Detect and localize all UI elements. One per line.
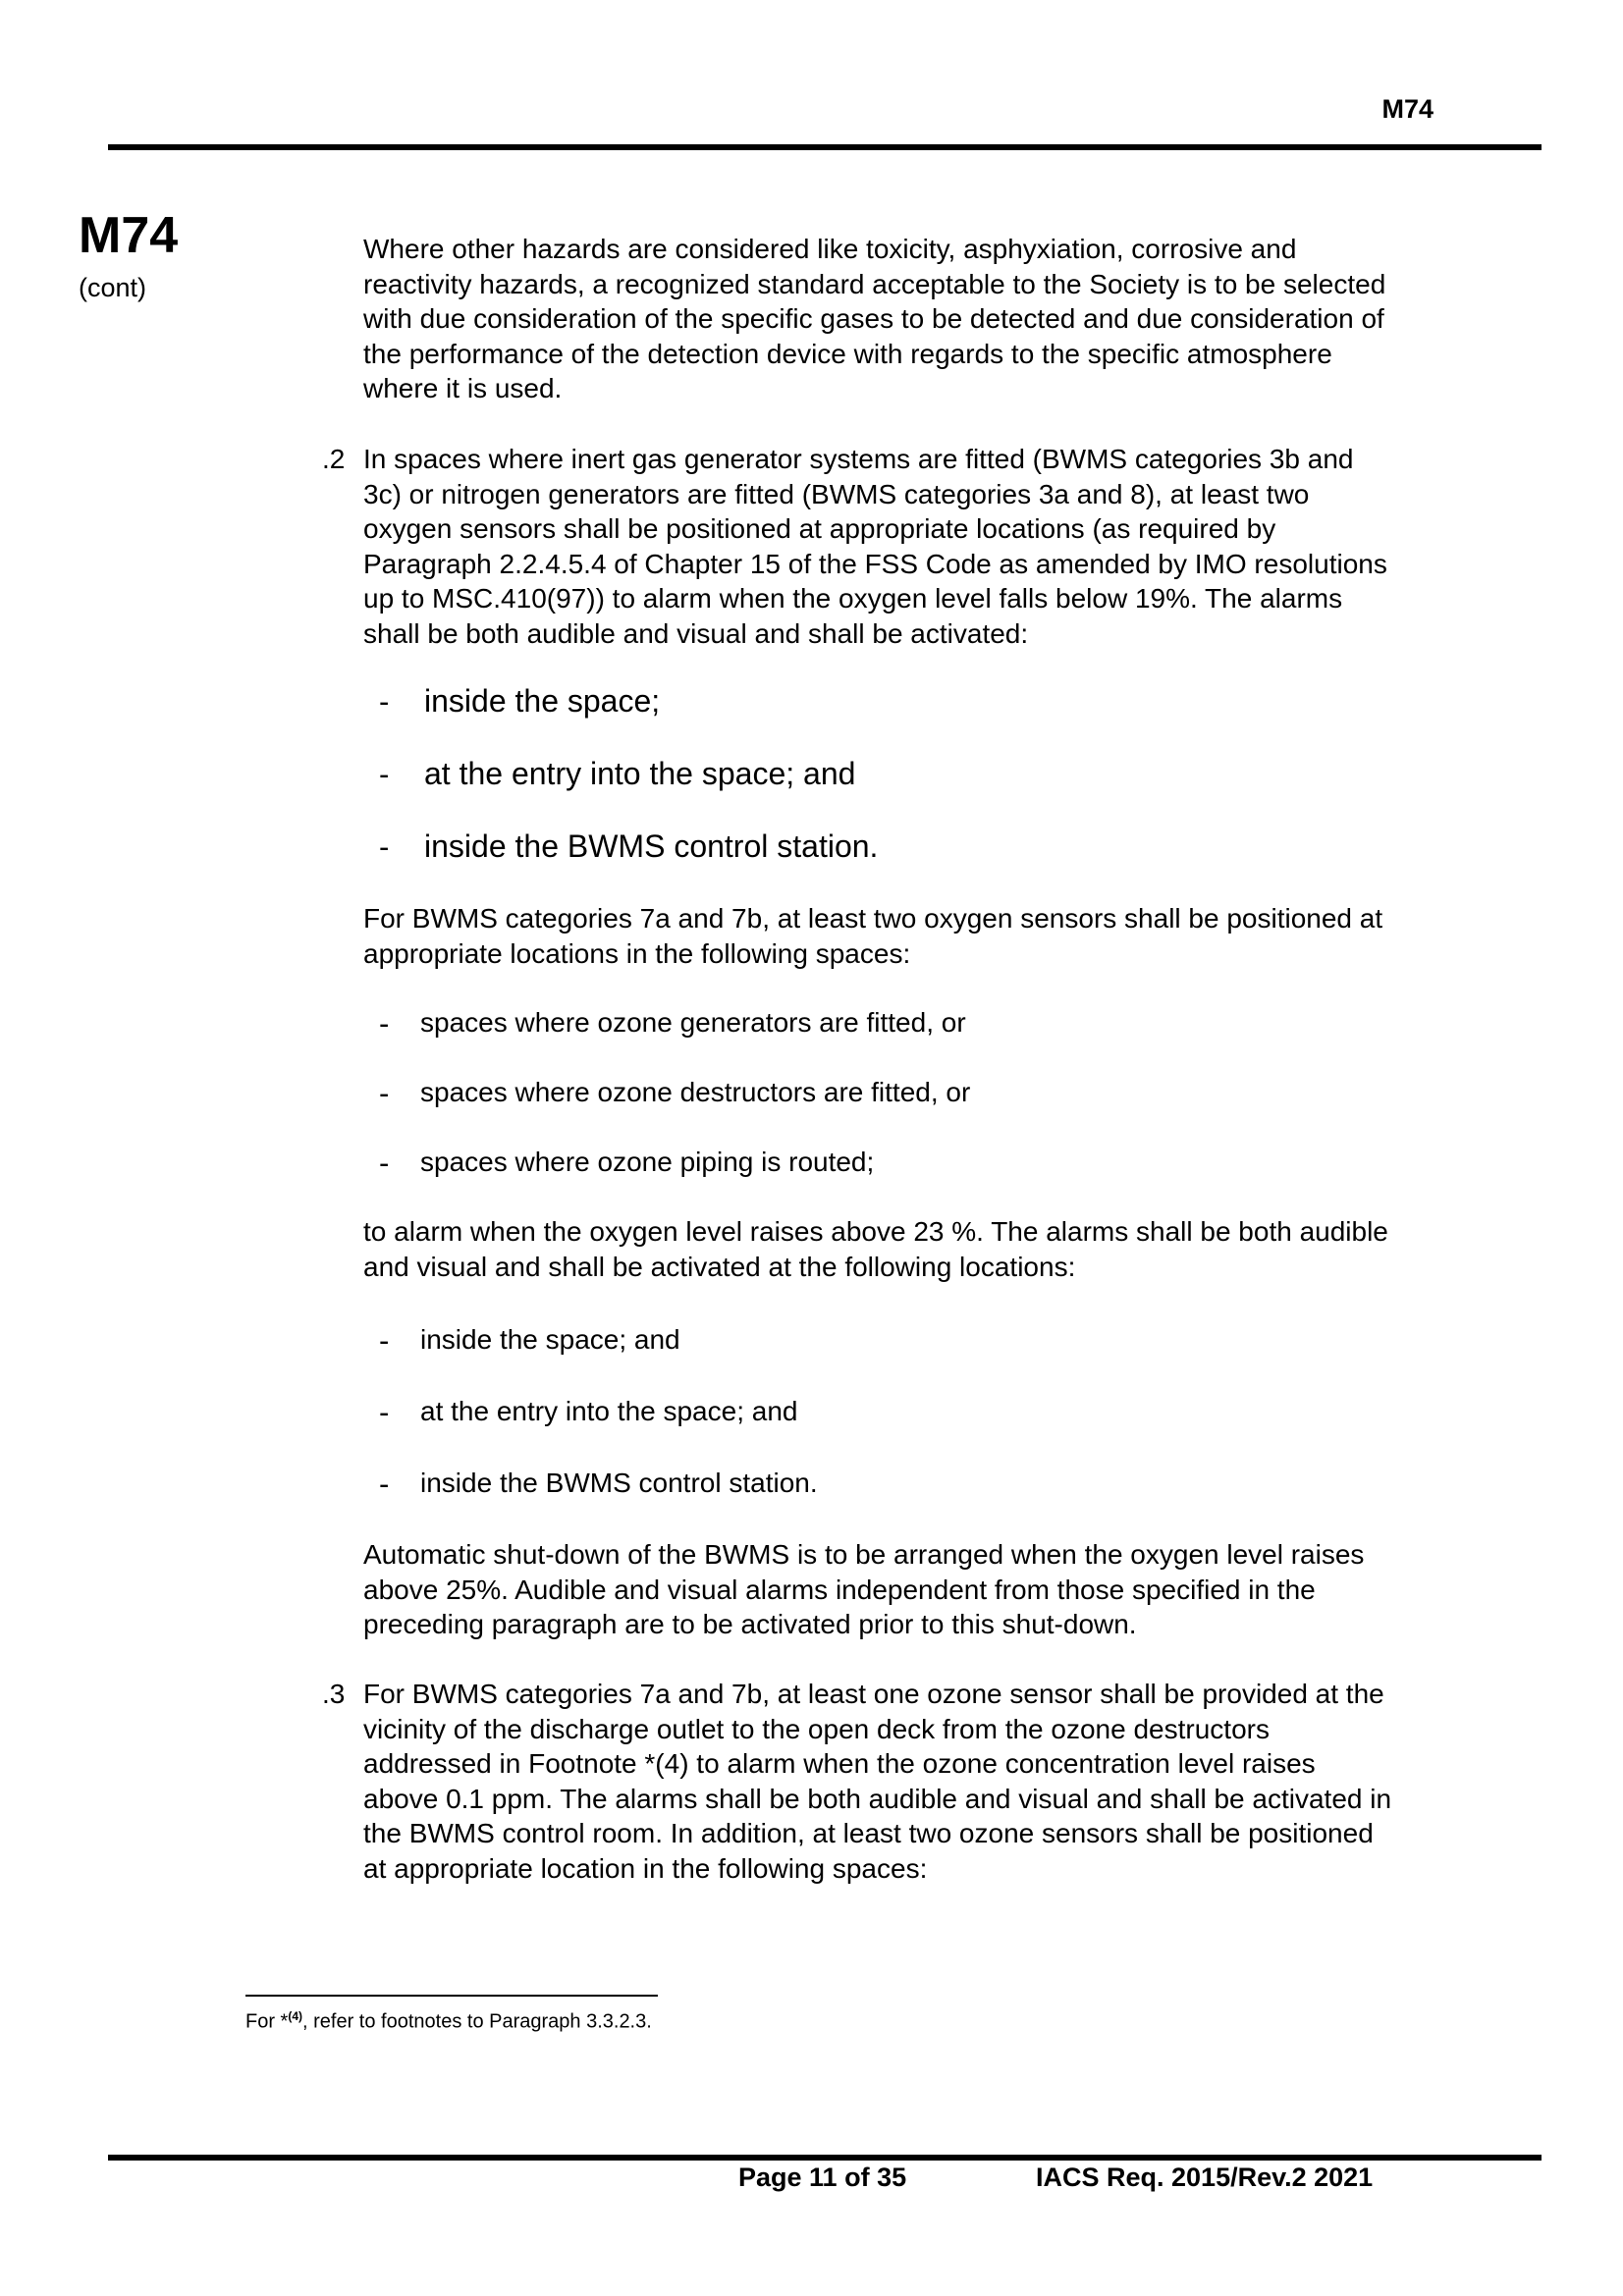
text-line: appropriate locations in the following spaces: [363,937,911,969]
text-line: the performance of the detection device with regards to the specific atmosphere [363,338,1332,369]
bullet-dash: - [379,684,390,719]
text-line: and visual and shall be activated at the following locations: [363,1251,1076,1282]
header-divider [108,144,1542,150]
page-number: Page 11 of 35 [738,2163,907,2192]
footnote-marker: (4) [288,2009,303,2023]
footnote-prefix: For * [245,2010,289,2033]
footnote-text: , refer to footnotes to Paragraph 3.3.2.3. [302,2010,652,2033]
text-line: preceding paragraph are to be activated prior to this shut-down. [363,1609,1137,1639]
text-line: the BWMS control room. In addition, at least two ozone sensors shall be positioned [363,1818,1374,1848]
bullet-dash: - [379,757,390,791]
sidebar-code: M74 [79,207,179,264]
text-line: In spaces where inert gas generator systems are fitted (BWMS categories 3b and [363,444,1354,474]
list-item: spaces where ozone piping is routed; [420,1147,875,1177]
list-item: inside the BWMS control station. [424,828,879,864]
text-line: For BWMS categories 7a and 7b, at least two oxygen sensors shall be positioned at [363,903,1383,934]
intro-paragraph [363,232,1512,406]
text-line: above 25%. Audible and visual alarms independent from those specified in the [363,1574,1316,1605]
list-item: inside the space; and [420,1324,680,1355]
cat7-paragraph [363,901,1512,971]
list-item: spaces where ozone generators are fitted, or [420,1007,966,1038]
list-item: at the entry into the space; and [420,1396,798,1426]
text-line: Paragraph 2.2.4.5.4 of Chapter 15 of the FSS Code as amended by IMO resolutions [363,548,1387,579]
bullet-dash: - [379,1146,390,1180]
alarm-paragraph [363,1214,1512,1284]
list-item: inside the space; [424,683,661,719]
text-line: vicinity of the discharge outlet to the open deck from the ozone destructors [363,1713,1270,1744]
item-2-number: .2 [322,444,346,474]
text-line: with due consideration of the specific gases to be detected and due consideration of [363,303,1384,334]
text-line: Automatic shut-down of the BWMS is to be arranged when the oxygen level raises [363,1539,1365,1570]
bullet-dash: - [379,1076,390,1110]
header-code: M74 [1381,94,1434,124]
list-item: spaces where ozone destructors are fitted, or [420,1077,971,1107]
item-2-paragraph [363,442,1512,651]
bullet-dash: - [379,1323,390,1358]
text-line: above 0.1 ppm. The alarms shall be both audible and visual and shall be activated in [363,1783,1392,1814]
bullet-dash: - [379,1395,390,1429]
text-line: shall be both audible and visual and shall be activated: [363,617,1029,649]
text-line: addressed in Footnote *(4) to alarm when the ozone concentration level raises [363,1748,1316,1779]
bullet-dash: - [379,1467,390,1501]
text-line: up to MSC.410(97)) to alarm when the oxygen level falls below 19%. The alarms [363,583,1343,614]
sidebar-continuation: (cont) [79,273,147,302]
bullet-dash: - [379,829,390,864]
list-item: inside the BWMS control station. [420,1468,818,1498]
text-line: oxygen sensors shall be positioned at appropriate locations (as required by [363,513,1276,544]
footnote-divider [245,1995,658,1997]
text-line: 3c) or nitrogen generators are fitted (BWMS categories 3a and 8), at least two [363,478,1310,509]
footer-divider [108,2155,1542,2161]
text-line: where it is used. [363,373,563,403]
shutdown-paragraph [363,1537,1512,1642]
document-reference: IACS Req. 2015/Rev.2 2021 [1036,2163,1374,2192]
text-line: to alarm when the oxygen level raises above 23 %. The alarms shall be both audible [363,1216,1388,1247]
bullet-dash: - [379,1006,390,1041]
text-line: For BWMS categories 7a and 7b, at least one ozone sensor shall be provided at the [363,1679,1384,1709]
list-item: at the entry into the space; and [424,756,856,791]
footnote [245,2009,652,2034]
item-3-number: .3 [322,1679,346,1709]
text-line: reactivity hazards, a recognized standard acceptable to the Society is to be selected [363,268,1386,299]
item-3-paragraph [363,1677,1512,1886]
text-line: at appropriate location in the following spaces: [363,1852,928,1884]
text-line: Where other hazards are considered like toxicity, asphyxiation, corrosive and [363,234,1297,264]
